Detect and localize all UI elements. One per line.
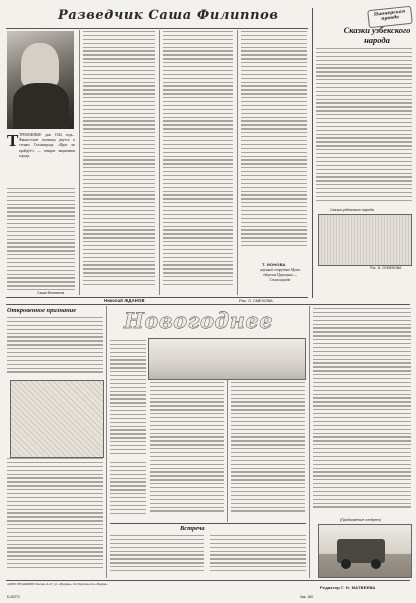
portrait-body-icon bbox=[13, 83, 69, 129]
fairy-tale-heading: Сказки узбекского народа bbox=[343, 25, 411, 45]
article-col-4-lines bbox=[241, 31, 307, 257]
confession-heading: Откровенное признание bbox=[7, 307, 77, 314]
mid-rule-2 bbox=[227, 380, 228, 522]
new-year-banner-box bbox=[110, 306, 304, 336]
story-col-b-lines bbox=[150, 382, 224, 520]
lead-paragraph: ТРЕВОЖНЫЕ дни 1942 года... Фашистские полчища рвутся к стенам Сталинграда. «Враг не пройдёт!» — говорят защитники города. bbox=[19, 133, 75, 158]
author-credit: Николай ЖДАНОВ bbox=[104, 298, 145, 303]
fairy-tale-illus-caption: Рис. И. СЕМЁНОВА bbox=[370, 266, 402, 270]
article-col-1-lines bbox=[7, 188, 75, 294]
meeting-rule bbox=[110, 523, 306, 524]
col-rule-3 bbox=[237, 30, 238, 295]
col-rule-1 bbox=[79, 30, 80, 295]
story-col-a2-lines bbox=[110, 462, 146, 522]
story-col-c-lines bbox=[231, 382, 305, 520]
mid-rule-1 bbox=[106, 306, 107, 578]
children-illustration bbox=[10, 380, 104, 458]
title-text: Разведчик Саша Филиппов bbox=[58, 8, 279, 23]
winter-landscape-illustration bbox=[148, 338, 306, 380]
right-col-rule bbox=[312, 8, 313, 298]
footer-address: АДРЕС РЕДАКЦИИ: Москва, А-47, ул. «Правды», 24. Издательство «Правда» bbox=[7, 582, 108, 586]
gift-lines-top bbox=[313, 308, 411, 516]
col-rule-2 bbox=[159, 30, 160, 295]
truck-wheel-icon bbox=[371, 559, 381, 569]
truck-illustration bbox=[318, 524, 412, 578]
title-banner bbox=[6, 8, 308, 29]
gift-continued: (Продолжение следует) bbox=[340, 518, 381, 522]
footer-code: Б-00272 bbox=[7, 595, 20, 599]
footer-rule bbox=[6, 580, 410, 581]
new-year-banner: Новогоднее bbox=[124, 308, 274, 333]
portrait-figure-icon bbox=[21, 43, 59, 87]
section-rule bbox=[6, 304, 410, 305]
story-col-a-lines bbox=[110, 340, 146, 460]
lead-initial: Т bbox=[7, 131, 19, 150]
article-col-3-lines bbox=[163, 31, 233, 293]
portrait-photo bbox=[7, 31, 74, 129]
truck-wheel-icon bbox=[341, 559, 351, 569]
signoff-name: Т. ИОНОВА bbox=[262, 262, 286, 267]
stamp-text: Пионерская правда bbox=[373, 9, 406, 22]
meeting-col-b-lines bbox=[210, 535, 306, 577]
article-col-2-lines bbox=[83, 31, 155, 293]
confession-lines-top bbox=[7, 317, 103, 377]
fairy-tale-sign: Сказка узбекского народа bbox=[330, 208, 374, 212]
fairy-tale-lines bbox=[316, 48, 412, 206]
mid-rule-3 bbox=[309, 306, 310, 578]
signoff-role: научный сотрудник Музея обороны Царицына — Сталинграда bbox=[259, 268, 301, 283]
fairy-tale-illustration bbox=[318, 214, 412, 266]
footer-order: Зак. 160. bbox=[300, 595, 314, 599]
meeting-heading: Встреча bbox=[180, 525, 205, 532]
photo-caption: Саша Филиппов. bbox=[37, 291, 66, 295]
confession-lines-bottom bbox=[7, 458, 103, 576]
meeting-col-a-lines bbox=[110, 535, 204, 577]
footer-editor: Редактор Г. Н. МАТВЕЕВА bbox=[320, 585, 376, 590]
illustrator-credit: Рис. Л. СМЕХОВА bbox=[239, 298, 273, 303]
